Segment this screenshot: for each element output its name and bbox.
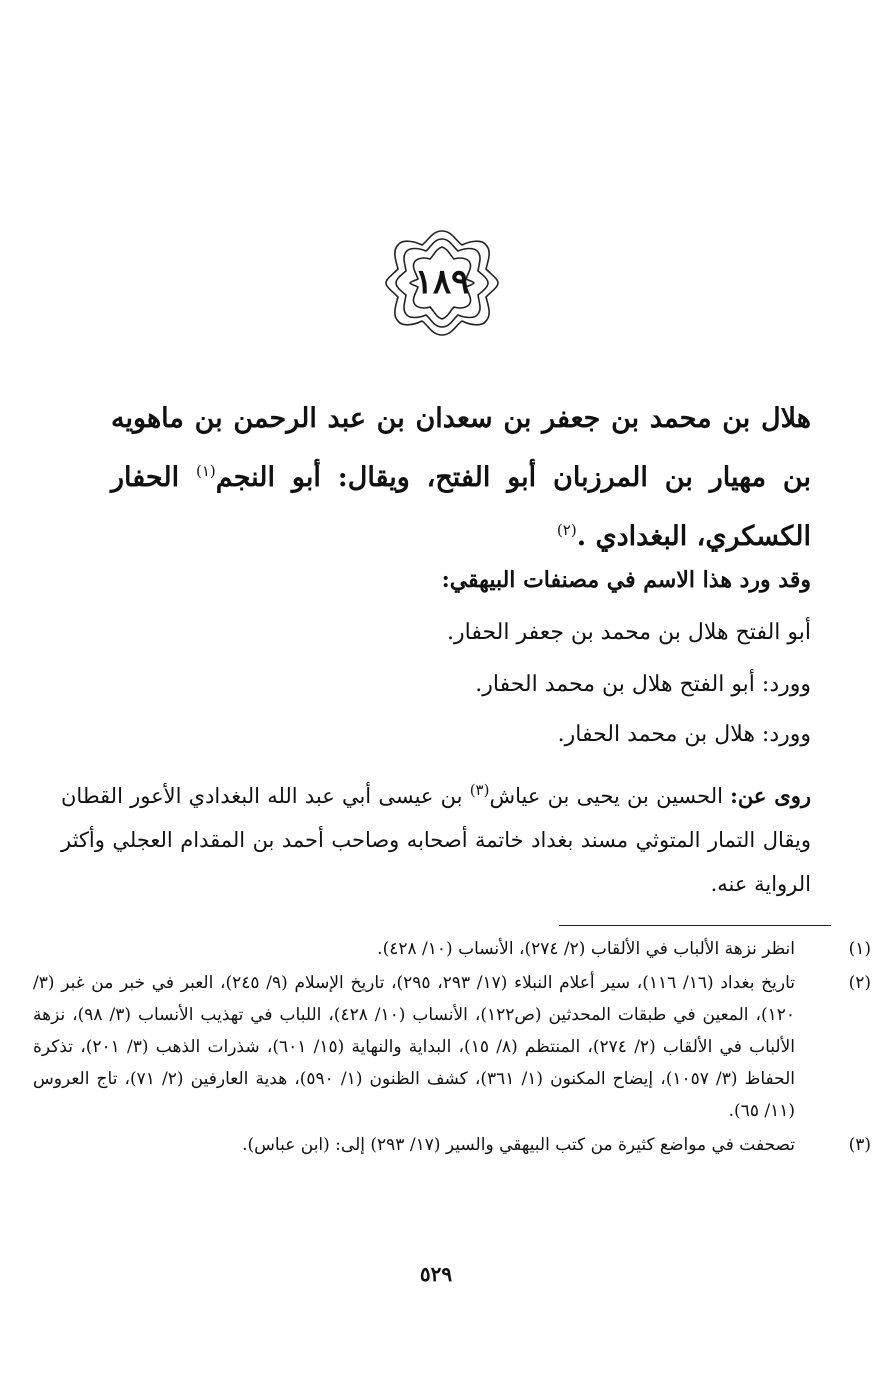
footnote-text: تاريخ بغداد (١٦/ ١١٦)، سير أعلام النبلاء (١٧/ ٢٩٣، ٢٩٥)، تاريخ الإسلام (٩/ ٢٤٥)، العبر في خبر من غبر (٣/ ١٢٠)، المعين في طبقات المحدثين (ص١٢٢)، الأنساب (١٠/ ٤٢٨)، اللباب في تهذيب الأنساب (٣/ ٩٨)، نزهة الألباب في الألقاب (٢/ ٢٧٤)، المنتظم (٨/ ١٥)، البداية والنهاية (١٥/ ٦٠١)، شذرات الذهب (٣/ ٢٠١)، تذكرة الحفاظ (٣/ ١٠٥٧)، إيضاح المكنون (١/ ٣٦١)، كشف الظنون (١/ ٥٩٠)، هدية العارفين (٢/ ٧١)، تاج العروس (١١/ ٦٥). (33, 973, 796, 1121)
footnote-ref-2[interactable]: (٢) (556, 521, 577, 539)
entry-heading (111, 393, 811, 563)
occurrence-line-1: أبو الفتح هلال بن محمد بن جعفر الحفار. (447, 620, 811, 645)
occurrence-subheading: وقد ورد هذا الاسم في مصنفات البيهقي: (441, 567, 811, 593)
footnote-number: (٣) (848, 1135, 871, 1155)
footnote-number: (١) (848, 939, 871, 959)
footnote-ref-1[interactable]: (١) (195, 462, 216, 480)
footnote-divider (559, 925, 831, 926)
footnote-text: انظر نزهة الألباب في الألقاب (٢/ ٢٧٤)، الأنساب (١٠/ ٤٢٨). (377, 939, 795, 959)
heading-text-part1: هلال بن محمد بن جعفر بن سعدان بن عبد الرحمن بن ماهويه بن مهيار بن المرزبان أبو الفتح، ويقال: أبو النجم (111, 403, 811, 493)
footnote-2 (33, 967, 871, 1127)
narrated-text-part2: بن عيسى أبي عبد الله البغدادي الأعور القطان ويقال التمار المتوثي مسند بغداد خاتمة أصحابه وصاحب أحمد بن المقدام العجلي وأكثر الرواية عنه. (61, 784, 811, 896)
footnote-3 (33, 1129, 871, 1161)
entry-number: ١٨٩ (414, 262, 470, 302)
footnote-1 (33, 933, 871, 965)
narrated-label: روى عن: (730, 783, 811, 808)
heading-text-part2: الحفار الكسكري، البغدادي . (111, 462, 811, 552)
occurrence-line-2: وورد: أبو الفتح هلال بن محمد الحفار. (475, 672, 811, 697)
narrated-text-part1: الحسين بن يحيى بن عياش (489, 784, 731, 808)
footnote-ref-3[interactable]: (٣) (469, 781, 490, 799)
footnote-text: تصحفت في مواضع كثيرة من كتب البيهقي والسير (١٧/ ٢٩٣) إلى: (ابن عباس). (242, 1135, 795, 1155)
page-number: ٥٢٩ (419, 1262, 453, 1286)
footnote-number: (٢) (848, 973, 871, 993)
occurrence-line-3: وورد: هلال بن محمد الحفار. (557, 722, 811, 747)
footnotes-section (33, 933, 871, 1163)
narrated-from-paragraph (61, 768, 811, 906)
